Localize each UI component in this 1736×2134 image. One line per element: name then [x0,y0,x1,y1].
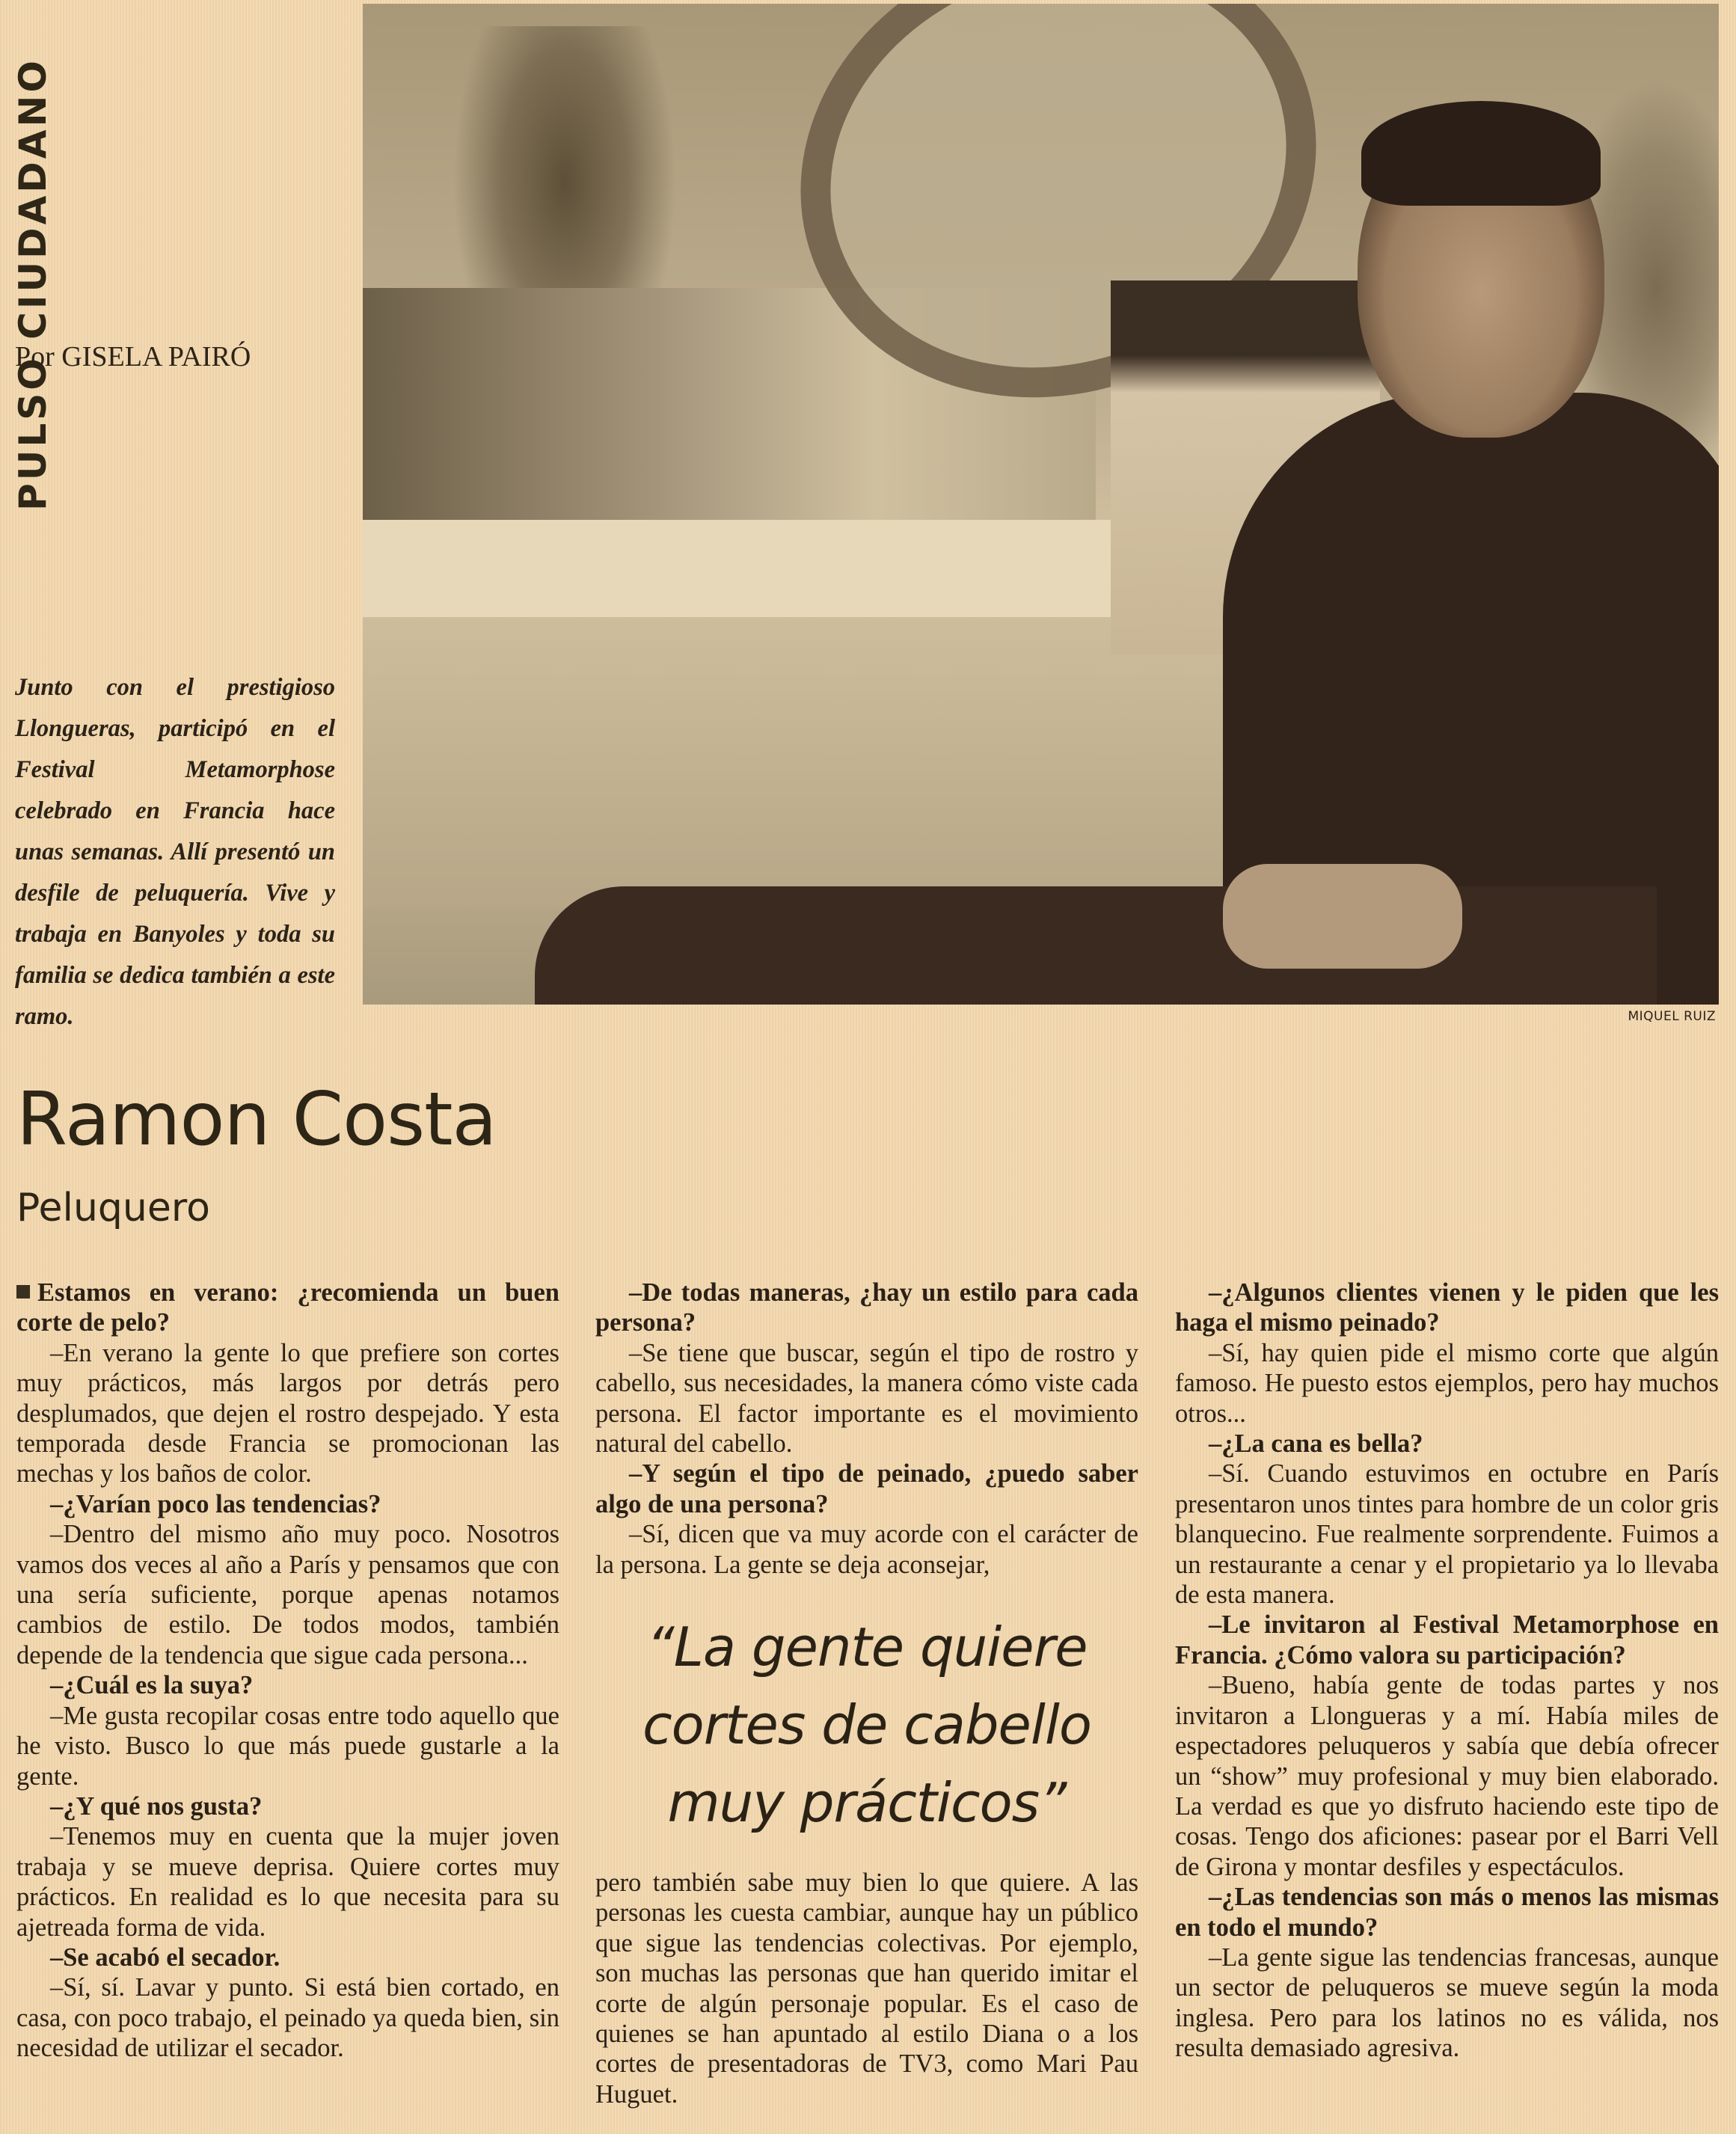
question: –Se acabó el secador. [50,1943,280,1972]
question: Estamos en verano: ¿recomienda un buen corte de pelo? [16,1278,559,1337]
question: –Le invitaron al Festival Metamorphose en Francia. ¿Cómo valora su participación? [1175,1610,1719,1670]
pull-quote: “La gente quiere cortes de cabello muy prácticos” [642,1616,1091,1834]
photo-person-hands [1223,864,1462,969]
question: –¿Y qué nos gusta? [50,1791,263,1821]
answer: –Bueno, había gente de todas partes y nos invitaron a Llongueras y a mí. Había miles de espectadores peluqueros y sabía que debía ofrecer un “show” muy profesional y muy bien elaborado. La verdad es que yo disfruto haciendo este tipo de cosas. Tengo dos aficiones: pasear por el Barri Vell de Girona y montar desfiles y espectáculos. [1175,1671,1719,1881]
photo-person-hair [1361,101,1601,206]
answer: –Sí. Cuando estuvimos en octubre en París presentaron unos tintes para hombre de un color gris blanquecino. Fue realmente sorprendente. Fuimos a un restaurante a cenar y el propietario ya lo llevaba de esta manera. [1175,1459,1719,1610]
column-2-top [595,1278,1138,1580]
headline: Ramon Costa [16,1077,497,1162]
answer: –Me gusta recopilar cosas entre todo aquello que he visto. Busco lo que más puede gustarle a la gente. [16,1701,559,1791]
answer: –Tenemos muy en cuenta que la mujer joven trabaja y se mueve deprisa. Quiere cortes muy prácticos. En realidad es lo que necesita para su ajetreada forma de vida. [16,1822,559,1942]
question: –¿Las tendencias son más o menos las mismas en todo el mundo? [1175,1883,1719,1942]
column-1 [16,1278,559,2064]
subhead: Peluquero [16,1186,210,1230]
photo-credit: MIQUEL RUIZ [1628,1009,1716,1024]
intro-summary: Junto con el prestigioso Llongueras, participó en el Festival Metamorphose celebrado en Francia hace unas semanas. Allí presentó un desfile de peluquería. Vive y trabaja en Banyoles y toda su familia se dedica también a este ramo. [15,674,335,1030]
question: –¿Varían poco las tendencias? [50,1489,381,1518]
answer: –Dentro del mismo año muy poco. Nosotros vamos dos veces al año a París y pensamos que con una sería suficiente, porque apenas notamos cambios de estilo. De todos modos, también depende de la tendencia que sigue cada persona... [16,1520,559,1670]
portrait-photo [363,4,1719,1005]
photo-chair [535,886,1657,1005]
section-label-text: PULSO CIUDADANO [11,58,55,511]
column-3 [1175,1278,1719,2064]
column-2-bottom [595,1868,1138,2109]
answer: –Sí, dicen que va muy acorde con el carácter de la persona. La gente se deja aconsejar, [595,1520,1138,1579]
question: –De todas maneras, ¿hay un estilo para cada persona? [595,1278,1138,1337]
question: –¿Algunos clientes vienen y le piden que les haga el mismo peinado? [1175,1278,1719,1337]
question: –Y según el tipo de peinado, ¿puedo saber algo de una persona? [595,1459,1138,1518]
answer: –Sí, sí. Lavar y punto. Si está bien cortado, en casa, con poco trabajo, el peinado ya queda bien, sin necesidad de utilizar el secador. [16,1973,559,2063]
bullet-square-icon [16,1285,30,1299]
question: –¿La cana es bella? [1209,1429,1423,1459]
byline: Por GISELA PAIRÓ [15,341,251,372]
answer: –En verano la gente lo que prefiere son cortes muy prácticos, más largos por detrás pero desplumados, que dejen el rostro despejado. Y esta temporada desde Francia se promocionan las mechas y los baños de color. [16,1338,559,1488]
question: –¿Cuál es la suya? [50,1671,254,1700]
answer: –Sí, hay quien pide el mismo corte que algún famoso. He puesto estos ejemplos, pero hay muchos otros... [1175,1338,1719,1428]
answer: –La gente sigue las tendencias francesas, aunque un sector de peluqueros se mueve según la moda inglesa. Pero para los latinos no es válida, nos resulta demasiado agresiva. [1175,1943,1719,2063]
answer: pero también sabe muy bien lo que quiere. A las personas les cuesta cambiar, aunque hay un público que sigue las tendencias colectivas. Por ejemplo, son muchas las personas que han querido imitar el corte de algún personaje popular. Es el caso de quienes se han apuntado al estilo Diana o a los cortes de presentadoras de TV3, como Mari Pau Huguet. [595,1868,1138,2109]
section-label [10,0,55,568]
answer: –Se tiene que buscar, según el tipo de rostro y cabello, sus necesidades, la manera cómo viste cada persona. El factor importante es el movimiento natural del cabello. [595,1338,1138,1459]
